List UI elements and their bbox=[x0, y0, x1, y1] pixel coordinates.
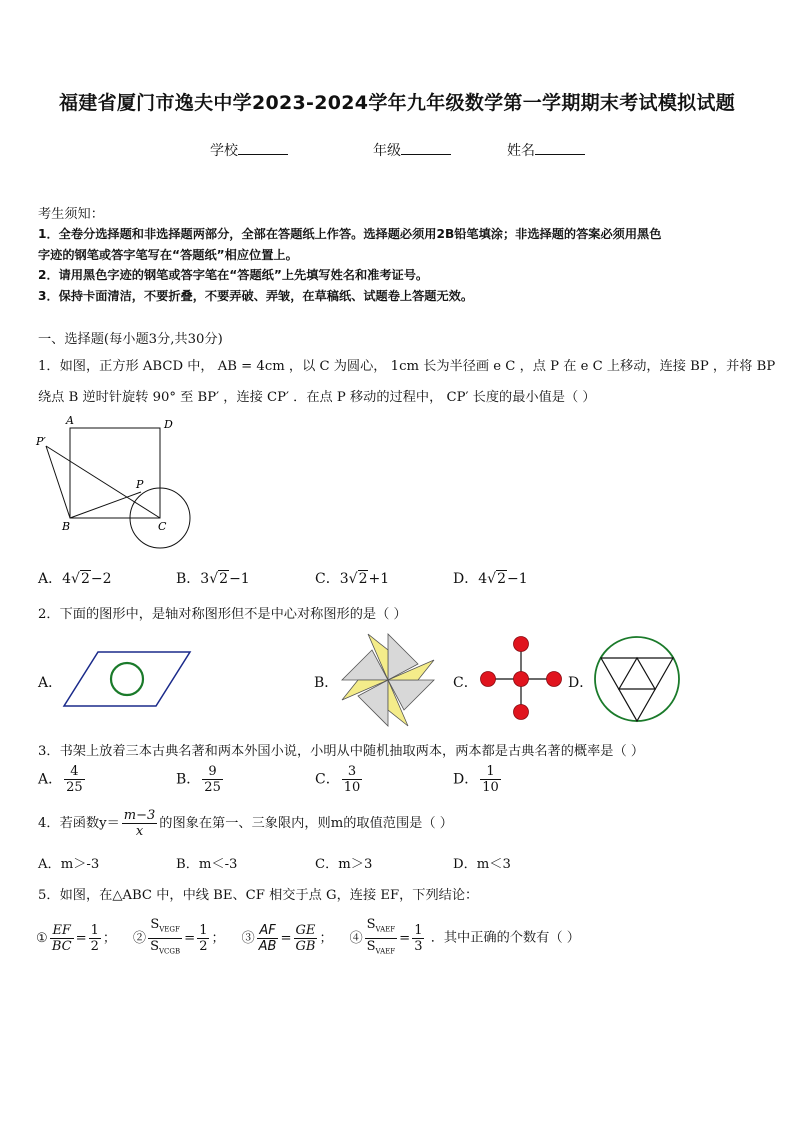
q2-option-c-label[interactable]: C． bbox=[453, 675, 478, 691]
q4-option-c[interactable]: C．m＞3 bbox=[315, 857, 373, 872]
q5-stem: 5．如图，在△ABC 中，中线 BE、CF 相交于点 G，连接 EF，下列结论： bbox=[38, 888, 479, 903]
square-abcd bbox=[70, 428, 160, 518]
q1-line-2: 绕点 B 逆时针旋转 90° 至 BP′ ，连接 CP′ ．在点 P 移动的过程中， CP′ 长度的最小值是（ ） bbox=[38, 390, 596, 405]
q1-option-a[interactable]: A．4√2−2 bbox=[38, 571, 112, 587]
red-dot-top bbox=[514, 637, 529, 652]
notice-heading: 考生须知： bbox=[38, 207, 104, 222]
conclusion-4[interactable]: ④ $\frac{S_{VAEF}}{S_{VAEF}}$ = $\frac{1}{3}$ bbox=[349, 917, 423, 956]
q4-option-b[interactable]: B．m＜-3 bbox=[176, 857, 238, 872]
label-d: D bbox=[164, 418, 173, 431]
grade-blank[interactable] bbox=[401, 142, 451, 155]
notice-item-1-line-2: 字迹的钢笔或答字笔写在“答题纸”相应位置上。 bbox=[38, 248, 298, 262]
q1-option-d[interactable]: D．4√2−1 bbox=[453, 571, 528, 587]
name-field[interactable] bbox=[507, 140, 585, 160]
q4-stem: 4．若函数y＝ $\frac{m-3}{x}$ 的图象在第一、三象限内，则m的取值范围是（ ） bbox=[38, 808, 453, 839]
segment-bp-prime bbox=[46, 446, 70, 518]
q2-option-a-label[interactable]: A． bbox=[38, 675, 63, 691]
q5-tail: ．其中正确的个数有（ ） bbox=[430, 930, 580, 946]
grade-field[interactable] bbox=[373, 140, 451, 160]
label-p-prime: P′ bbox=[36, 435, 46, 448]
q3-option-c[interactable]: C． $\frac{3}{10}$ bbox=[315, 764, 361, 795]
notice-item-1-line-1: 1．全卷分选择题和非选择题两部分，全部在答题纸上作答。选择题必须用2B铅笔填涂；非选择题的答案必须用黑色 bbox=[38, 227, 662, 241]
q3-option-b[interactable]: B． $\frac{9}{25}$ bbox=[176, 764, 221, 795]
label-b: B bbox=[62, 520, 71, 533]
q1-line-1: 1．如图，正方形 ABCD 中， AB = 4cm ，以 C 为圆心， 1cm 长为半径画 e C ，点 P 在 e C 上移动，连接 BP ，并将 BP bbox=[38, 359, 776, 374]
name-blank[interactable] bbox=[535, 142, 585, 155]
red-dot-left bbox=[481, 672, 496, 687]
red-dot-bottom bbox=[514, 705, 529, 720]
q5-conclusions bbox=[36, 917, 580, 959]
q1-figure bbox=[30, 412, 200, 552]
q3-option-a[interactable]: A． $\frac{4}{25}$ bbox=[38, 764, 83, 795]
conclusion-1[interactable]: ① $\frac{EF}{BC}$ = $\frac{1}{2}$ ； bbox=[36, 922, 117, 954]
green-circle-shape bbox=[111, 663, 143, 695]
q3-option-d[interactable]: D． $\frac{1}{10}$ bbox=[453, 764, 499, 795]
notice-item-2: 2．请用黑色字迹的钢笔或答字笔在“答题纸”上先填写姓名和准考证号。 bbox=[38, 268, 429, 282]
name-label: 姓名 bbox=[507, 143, 535, 159]
school-blank[interactable] bbox=[238, 142, 288, 155]
conclusion-3[interactable]: ③ $\frac{AF}{AB}$ = $\frac{GE}{GB}$ ； bbox=[241, 922, 333, 954]
q1-option-b[interactable]: B．3√2−1 bbox=[176, 571, 250, 587]
conclusion-2[interactable]: ② $\frac{S_{VEGF}}{S_{VCGB}}$ = $\frac{1}{2}$ ； bbox=[132, 917, 225, 956]
parallelogram-shape bbox=[64, 652, 190, 706]
label-a: A bbox=[66, 414, 74, 427]
q2-option-d-label[interactable]: D． bbox=[568, 675, 594, 691]
q2-stem: 2．下面的图形中，是轴对称图形但不是中心对称图形的是（ ） bbox=[38, 607, 407, 622]
red-dot-right bbox=[547, 672, 562, 687]
q2-figure-a[interactable] bbox=[60, 646, 196, 712]
q4-option-d[interactable]: D．m＜3 bbox=[453, 857, 511, 872]
school-field[interactable] bbox=[210, 140, 288, 160]
q2-figure-b[interactable] bbox=[338, 630, 440, 730]
page-title: 福建省厦门市逸夫中学2023-2024学年九年级数学第一学期期末考试模拟试题 bbox=[58, 92, 736, 114]
grade-label: 年级 bbox=[373, 143, 401, 159]
q2-figure-c[interactable] bbox=[476, 634, 566, 724]
inner-triangle-shape bbox=[619, 658, 655, 689]
q1-option-c[interactable]: C．3√2+1 bbox=[315, 571, 390, 587]
school-label: 学校 bbox=[210, 143, 238, 159]
q2-figure-d[interactable] bbox=[592, 634, 682, 724]
q4-option-a[interactable]: A．m＞-3 bbox=[38, 857, 100, 872]
section-heading: 一、选择题(每小题3分,共30分) bbox=[38, 332, 223, 347]
notice-item-3: 3．保持卡面清洁，不要折叠，不要弄破、弄皱，在草稿纸、试题卷上答题无效。 bbox=[38, 289, 474, 303]
outer-circle-shape bbox=[595, 637, 679, 721]
red-dot-center bbox=[514, 672, 529, 687]
label-p: P bbox=[136, 478, 144, 491]
label-c: C bbox=[158, 520, 167, 533]
q3-stem: 3．书架上放着三本古典名著和两本外国小说，小明从中随机抽取两本，两本都是古典名著的概率是（ ） bbox=[38, 744, 645, 759]
q2-option-b-label[interactable]: B． bbox=[314, 675, 339, 691]
